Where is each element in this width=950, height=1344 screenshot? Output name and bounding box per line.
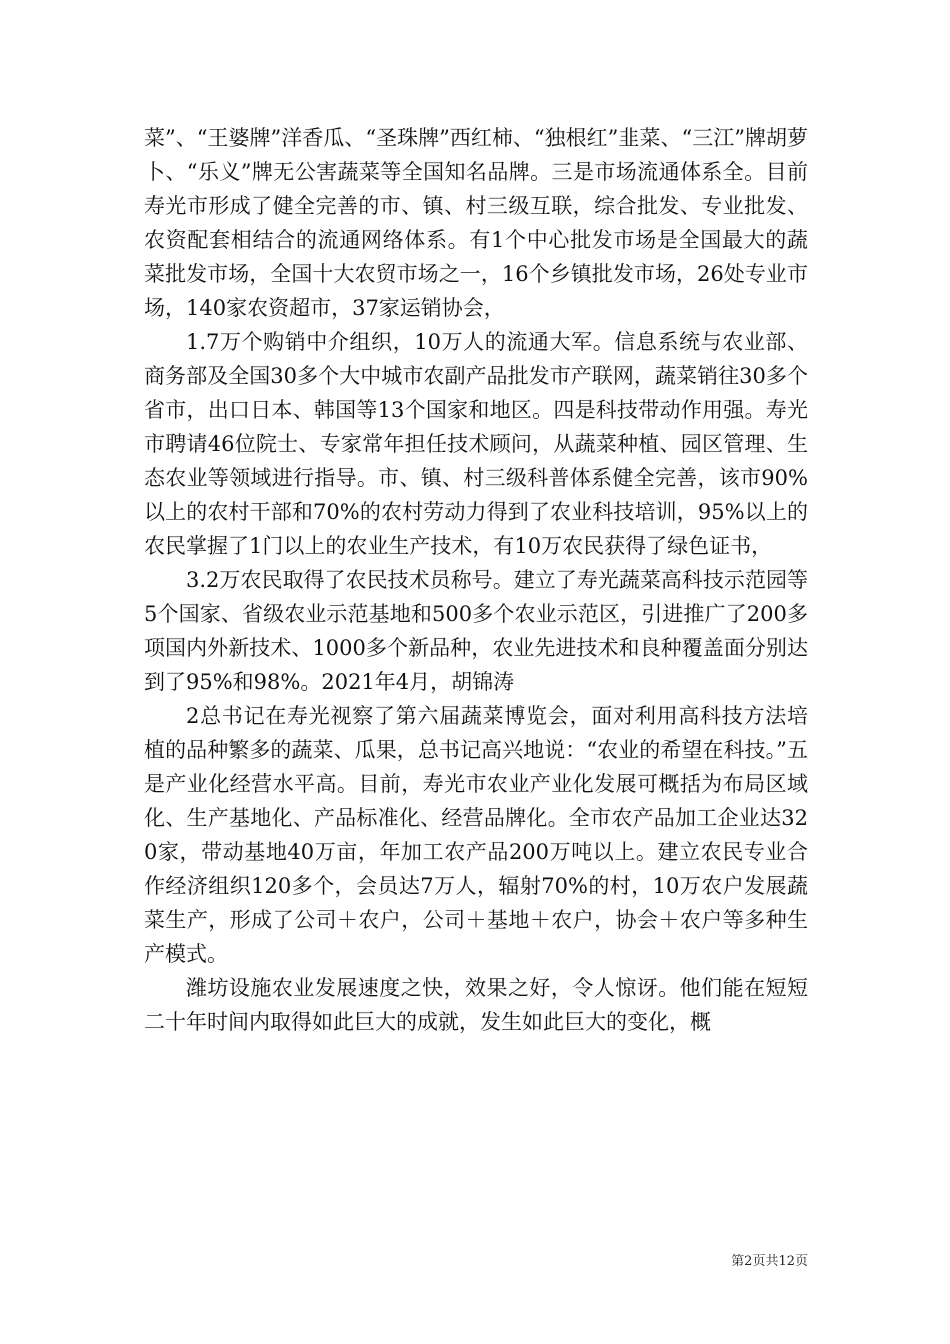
paragraph-4: 2总书记在寿光视察了第六届蔬菜博览会，面对利用高科技方法培植的品种繁多的蔬菜、瓜果，总书记高兴地说：“农业的希望在科技。”五是产业化经营水平高。目前，寿光市农业产业化发展可概括为布局区域化、生产基地化、产品标准化、经营品牌化。全市农产品加工企业达320家，带动基地40万亩，年加工农产品200万吨以上。建立农民专业合作经济组织120多个，会员达7万人，辐射70%的村，10万农户发展蔬菜生产，形成了公司＋农户，公司＋基地＋农户，协会＋农户等多种生产模式。 xyxy=(144,704,808,966)
page-number-footer: 第2页共12页 xyxy=(731,1254,808,1269)
paragraph-1: 菜”、“王婆牌”洋香瓜、“圣珠牌”西红柿、“独根红”韭菜、“三江”牌胡萝卜、“乐义”牌无公害蔬菜等全国知名品牌。三是市场流通体系全。目前寿光市形成了健全完善的市、镇、村三级互联，综合批发、专业批发、农资配套相结合的流通网络体系。有1个中心批发市场是全国最大的蔬菜批发市场，全国十大农贸市场之一，16个乡镇批发市场，26处专业市场，140家农资超市，37家运销协会， xyxy=(144,126,808,320)
paragraph-3: 3.2万农民取得了农民技术员称号。建立了寿光蔬菜高科技示范园等5个国家、省级农业示范基地和500多个农业示范区，引进推广了200多项国内外新技术、1000多个新品种，农业先进技术和良种覆盖面分别达到了95%和98%。2021年4月，胡锦涛 xyxy=(144,568,808,694)
paragraph-2: 1.7万个购销中介组织，10万人的流通大军。信息系统与农业部、商务部及全国30多个大中城市农副产品批发市产联网，蔬菜销往30多个省市，出口日本、韩国等13个国家和地区。四是科技带动作用强。寿光市聘请46位院士、专家常年担任技术顾问，从蔬菜种植、园区管理、生态农业等领域进行指导。市、镇、村三级科普体系健全完善，该市90%以上的农村干部和70%的农村劳动力得到了农业科技培训，95%以上的农民掌握了1门以上的农业生产技术，有10万农民获得了绿色证书， xyxy=(144,330,808,558)
paragraph-5: 潍坊设施农业发展速度之快，效果之好，令人惊讶。他们能在短短二十年时间内取得如此巨大的成就，发生如此巨大的变化，概 xyxy=(144,976,808,1034)
document-body xyxy=(144,121,808,1039)
